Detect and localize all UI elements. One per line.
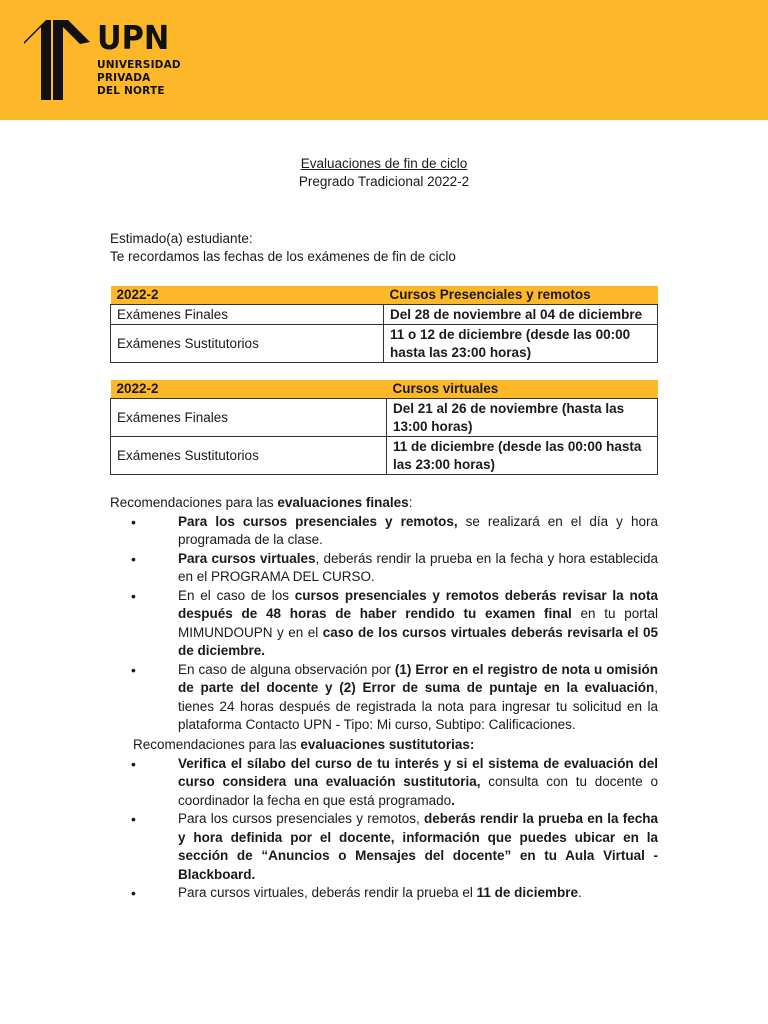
table-header-row — [111, 286, 658, 305]
list-item: • En caso de alguna observación por (1) Error en el registro de nota u omisión de parte del docente y (2) Error de suma de puntaje en la evaluación, tienes 24 horas después de registrada la nota para ingresar tu solicitud en la plataforma Contacto UPN - Tipo: Mi curso, Subtipo: Calificaciones. — [110, 661, 658, 735]
logo-text — [97, 20, 181, 98]
table-header-period: 2022-2 — [111, 286, 384, 305]
table-row — [111, 399, 658, 437]
table-cell-exam-type: Exámenes Finales — [111, 399, 387, 437]
list-item: • Para los cursos presenciales y remotos, deberás rendir la prueba en la fecha y hora definida por el docente, información que puedes ubicar en la sección de “Anuncios o Mensajes del docente” en tu Aula Virtual - Blackboard. — [110, 810, 658, 884]
greeting: Estimado(a) estudiante: — [110, 231, 253, 246]
list-item: • Verifica el sílabo del curso de tu interés y si el sistema de evaluación del curso considera una evaluación sustitutoria, consulta con tu docente o coordinador la fecha en que está programado. — [110, 755, 658, 811]
list-item: • Para los cursos presenciales y remotos, se realizará en el día y hora programada de la clase. — [110, 513, 658, 550]
greeting-block — [110, 230, 456, 266]
upn-logo — [24, 20, 184, 100]
logo-line-3: DEL NORTE — [97, 85, 165, 97]
document-title: Evaluaciones de fin de ciclo — [300, 156, 468, 171]
recommendations-intro: Recomendaciones para las evaluaciones sustitutorias: — [133, 737, 475, 752]
document-title-block — [0, 155, 768, 191]
header-banner — [0, 0, 768, 120]
table-cell-exam-type: Exámenes Sustitutorios — [111, 325, 384, 363]
table-cell-date: 11 o 12 de diciembre (desde las 00:00 hasta las 23:00 horas) — [384, 325, 658, 363]
logo-name: UPN — [97, 18, 170, 57]
table-cell-exam-type: Exámenes Finales — [111, 305, 384, 325]
table-row — [111, 437, 658, 475]
schedule-table-virtuales — [110, 380, 658, 475]
table-row — [111, 325, 658, 363]
list-item: • Para cursos virtuales, deberás rendir la prueba en la fecha y hora establecida en el PROGRAMA DEL CURSO. — [110, 550, 658, 587]
table-header-course-type: Cursos Presenciales y remotos — [384, 286, 658, 305]
table-cell-date: Del 21 al 26 de noviembre (hasta las 13:00 horas) — [387, 399, 658, 437]
logo-line-1: UNIVERSIDAD — [97, 59, 181, 71]
list-item: • Para cursos virtuales, deberás rendir la prueba el 11 de diciembre. — [110, 884, 658, 903]
recommendations-sustitutorias — [110, 736, 658, 903]
document-subtitle: Pregrado Tradicional 2022-2 — [298, 174, 470, 189]
table-header-period: 2022-2 — [111, 380, 387, 399]
table-cell-exam-type: Exámenes Sustitutorios — [111, 437, 387, 475]
up-arrow-logo-icon — [24, 20, 90, 100]
table-header-row — [111, 380, 658, 399]
table-cell-date: 11 de diciembre (desde las 00:00 hasta las 23:00 horas) — [387, 437, 658, 475]
intro-text: Te recordamos las fechas de los exámenes de fin de ciclo — [110, 249, 456, 264]
recommendations-intro: Recomendaciones para las evaluaciones finales: — [110, 495, 413, 510]
schedule-table-presenciales — [110, 286, 658, 363]
table-row — [111, 305, 658, 325]
table-header-course-type: Cursos virtuales — [387, 380, 658, 399]
table-cell-date: Del 28 de noviembre al 04 de diciembre — [384, 305, 658, 325]
list-item: • En el caso de los cursos presenciales y remotos deberás revisar la nota después de 48 horas de haber rendido tu examen final en tu portal MIMUNDOUPN y en el caso de los cursos virtuales deberás revisarla el 05 de diciembre. — [110, 587, 658, 661]
logo-line-2: PRIVADA — [97, 72, 151, 84]
recommendations-finales — [110, 494, 658, 735]
recommendations-list — [110, 755, 658, 903]
recommendations-list — [110, 513, 658, 735]
